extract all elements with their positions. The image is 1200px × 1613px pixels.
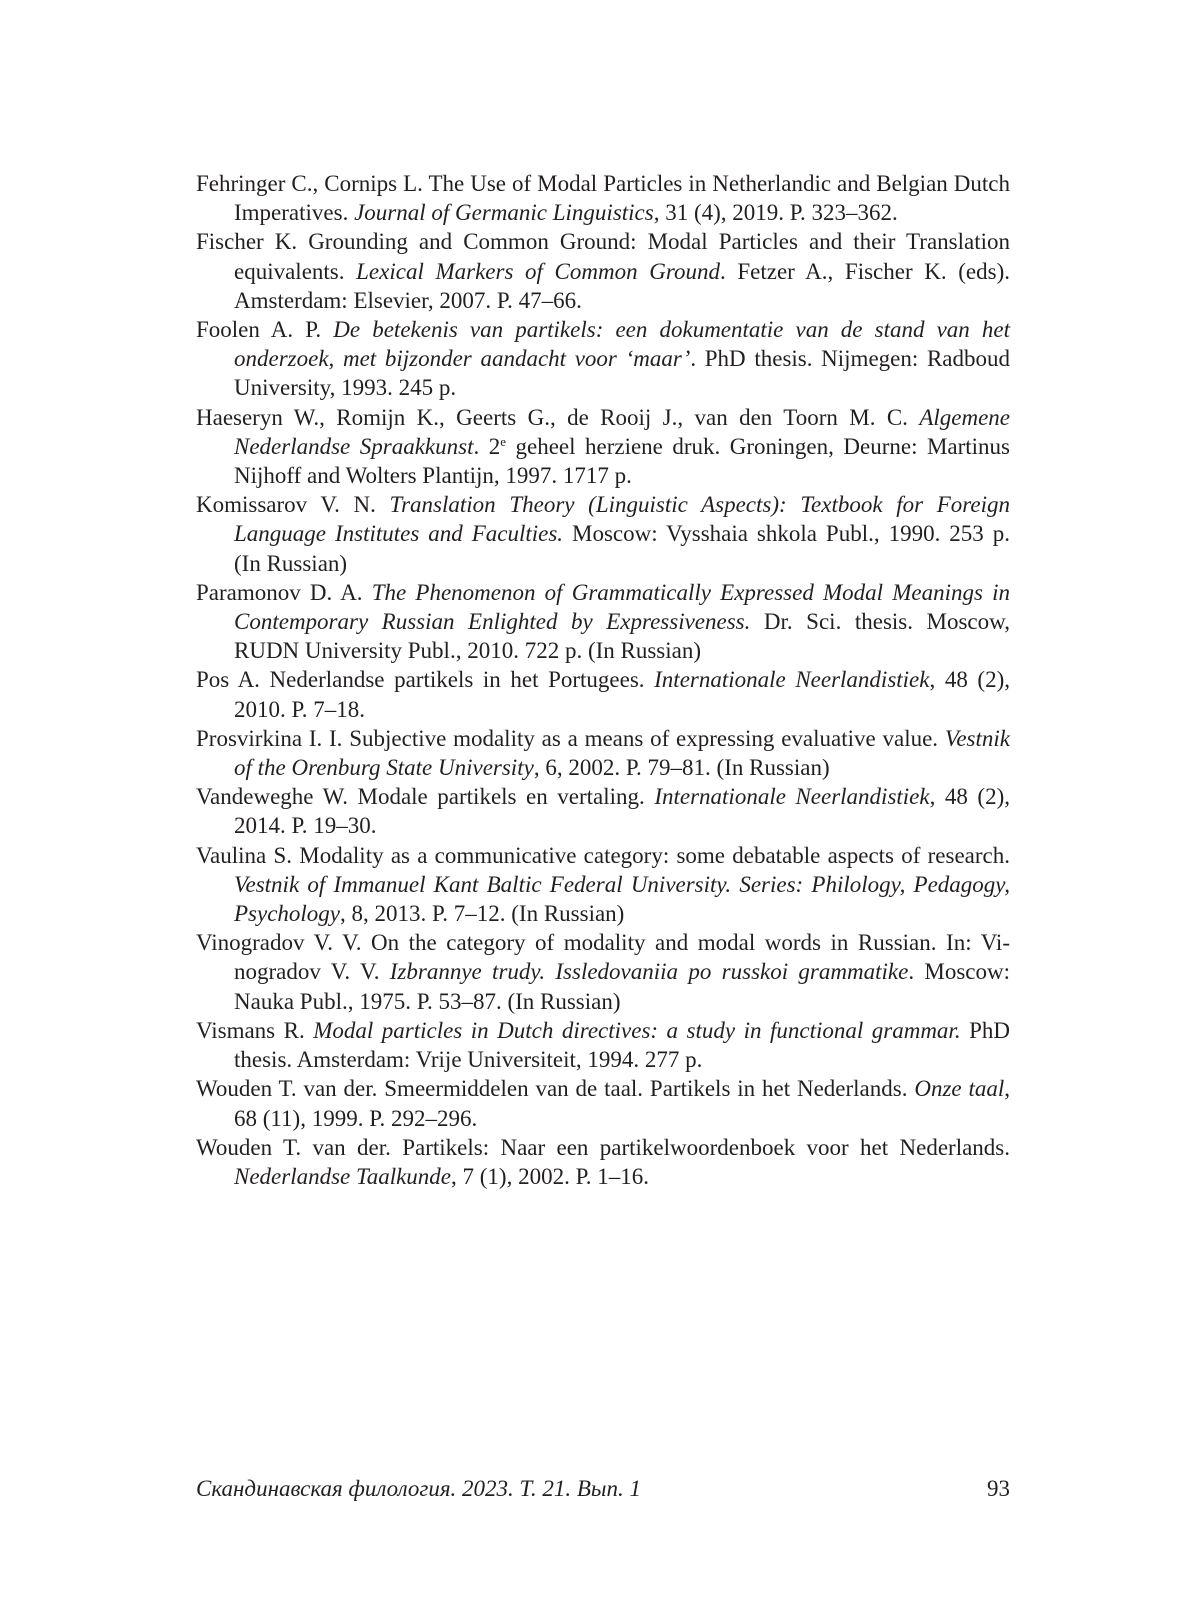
running-footer-journal: Скандинавская филология. 2023. Т. 21. Вып. 1 xyxy=(196,1476,642,1501)
reference-item: Fehringer C., Cornips L. The Use of Modal Particles in Netherlandic and Belgian Dutch Imperatives. Journal of Germanic Linguistics, 31 (4), 2019. P. 323–362. xyxy=(196,171,1010,226)
reference-item: Pos A. Nederlandse partikels in het Portugees. Internationale Neerlandistiek, 48 (2), 2010. P. 7–18. xyxy=(196,667,1010,722)
page-number: 93 xyxy=(987,1476,1010,1501)
reference-item: Paramonov D. A. The Phenomenon of Grammatically Expressed Modal Meanings in Contemporary Russian Enlighted by Expressiveness. Dr. Sci. thesis. Moscow, RUDN University Publ., 2010. 722 p. (In Russian) xyxy=(196,579,1010,664)
reference-item: Vandeweghe W. Modale partikels en vertaling. Internationale Neerlandistiek, 48 (2), 2014. P. 19–30. xyxy=(196,784,1010,839)
reference-item: Vaulina S. Modality as a communicative category: some debatable aspects of research. Vestnik of Immanuel Kant Baltic Federal University. Series: Philology, Pedagogy, Psychology, 8, 2013. P. 7–12. (In Russian) xyxy=(196,842,1010,927)
reference-item: Foolen A. P. De betekenis van partikels: een dokumentatie van de stand van het onderzoek, met bijzonder aandacht voor ‘maar’. PhD thesis. Nijmegen: Radboud University, 1993. 245 p. xyxy=(196,317,1010,401)
reference-item: Komissarov V. N. Translation Theory (Linguistic Aspects): Textbook for Foreign Language Institutes and Faculties. Moscow: Vysshaia shkola Publ., 1990. 253 p. (In Russian) xyxy=(196,492,1010,576)
reference-list xyxy=(196,169,1010,1191)
reference-item: Haeseryn W., Romijn K., Geerts G., de Rooij J., van den Toorn M. C. Algemene Nederlandse Spraakkunst. 2e geheel herziene druk. Groningen, Deurne: Martinus Nijhoff and Wolters Plantijn, 1997. 1717 p. xyxy=(196,404,1011,489)
reference-item: Vinogradov V. V. On the category of modality and modal words in Russian. In: Vinogradov V. V. Izbrannye trudy. Issledovaniia po russkoi grammatike. Moscow: Nauka Publ., 1975. P. 53–87. (In Russian) xyxy=(196,930,1010,1014)
reference-item: Wouden T. van der. Partikels: Naar een partikelwoordenboek voor het Nederlands. Nederlandse Taalkunde, 7 (1), 2002. P. 1–16. xyxy=(196,1134,1010,1189)
reference-item: Fischer K. Grounding and Common Ground: Modal Particles and their Translation equivalents. Lexical Markers of Common Ground. Fetzer A., Fischer K. (eds). Amsterdam: Elsevier, 2007. P. 47–66. xyxy=(196,229,1010,313)
reference-item: Vismans R. Modal particles in Dutch directives: a study in functional grammar. PhD thesis. Amsterdam: Vrije Universiteit, 1994. 277 p. xyxy=(196,1017,1010,1073)
reference-item: Prosvirkina I. I. Subjective modality as a means of expressing evaluative value. Vestnik of the Orenburg State University, 6, 2002. P. 79–81. (In Russian) xyxy=(196,725,1010,781)
reference-item: Wouden T. van der. Smeermiddelen van de taal. Partikels in het Nederlands. Onze taal, 68 (11), 1999. P. 292–296. xyxy=(196,1076,1010,1131)
